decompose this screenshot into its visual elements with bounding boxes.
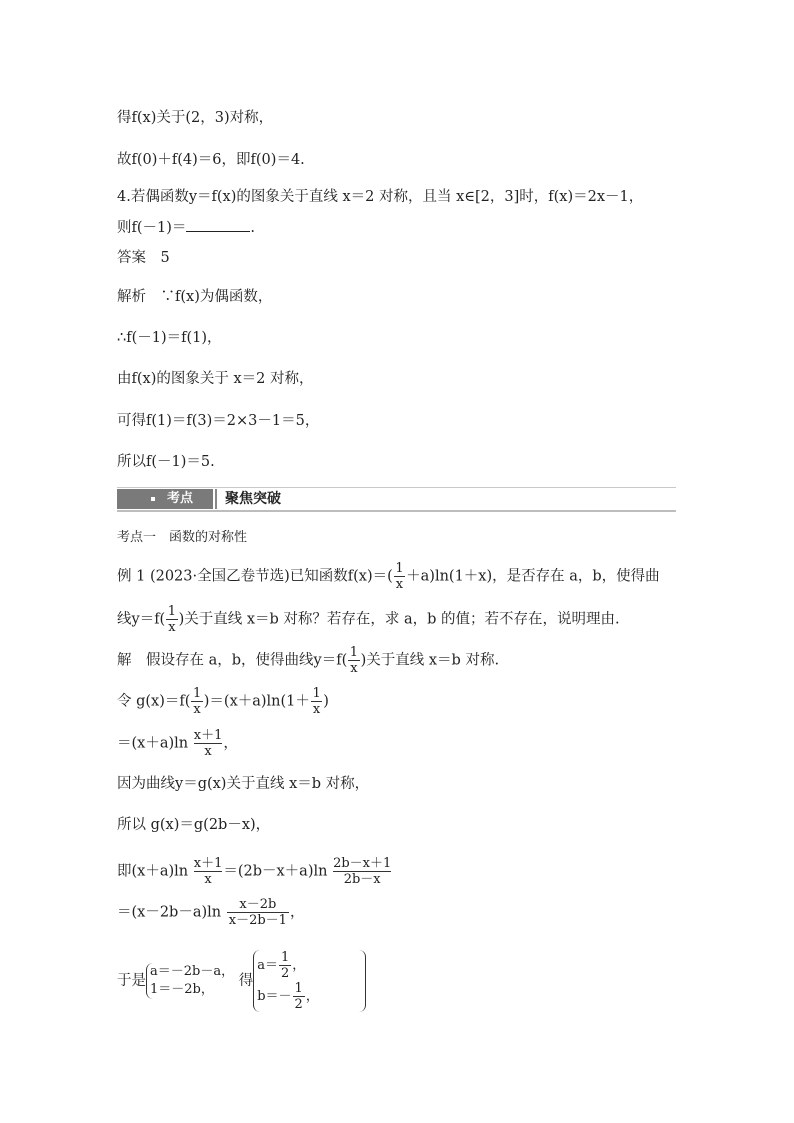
numerator: x＋1 xyxy=(193,856,223,871)
solution-text: )＝(x＋a)ln(1＋ xyxy=(203,693,310,710)
closing-bracket xyxy=(359,950,366,1012)
denominator: x xyxy=(193,702,201,717)
system-row: 1＝－2b， xyxy=(150,982,214,997)
solution-text: 令 g(x)＝f( xyxy=(117,693,191,710)
text-line: 得f(x)关于(2，3)对称， xyxy=(117,110,274,126)
numerator: x－2b xyxy=(239,897,277,912)
fraction xyxy=(394,561,405,592)
analysis-line: 解析 ∵f(x)为偶函数， xyxy=(117,289,273,305)
example-line-1 xyxy=(117,561,660,592)
fraction xyxy=(279,950,291,981)
banner-tag xyxy=(117,489,213,509)
solution-text: 得 xyxy=(238,973,254,989)
answer-line: 答案 5 xyxy=(117,250,170,266)
denominator: x xyxy=(168,620,176,635)
fraction xyxy=(227,897,289,928)
text-line: 故f(0)＋f(4)＝6，即f(0)＝4. xyxy=(117,152,305,168)
fraction xyxy=(194,728,223,759)
system-row xyxy=(257,981,319,1012)
denominator: x－2b－1 xyxy=(228,913,287,928)
denominator: x xyxy=(194,743,223,759)
system-row xyxy=(257,950,319,981)
system-text: ， xyxy=(292,958,306,973)
section-heading: 考点一 函数的对称性 xyxy=(117,530,248,545)
fraction xyxy=(293,981,305,1012)
numerator: 1 xyxy=(312,686,321,701)
numerator: x＋1 xyxy=(193,728,223,743)
problem-4-question xyxy=(117,217,255,238)
equation-system-2 xyxy=(253,950,319,1012)
solution-text: 即(x＋a)ln xyxy=(117,863,189,880)
solution-line-1 xyxy=(117,645,499,676)
numerator: 1 xyxy=(167,604,177,619)
denominator: 2 xyxy=(294,997,303,1012)
fraction xyxy=(194,856,223,887)
solution-text: ＝(x－2b－a)ln xyxy=(117,904,222,921)
denominator: x xyxy=(350,661,358,676)
denominator: 2 xyxy=(280,966,290,981)
system-text: b＝－ xyxy=(257,989,292,1004)
banner-bottom-rule xyxy=(117,510,676,512)
numerator: 1 xyxy=(192,686,202,701)
solution-line-5: 所以 g(x)＝g(2b－x)， xyxy=(117,817,271,833)
numerator: 1 xyxy=(395,561,404,576)
example-text: )关于直线 x＝b 对称？若存在，求 a，b 的值；若不存在，说明理由. xyxy=(178,611,620,628)
solution-text: ， xyxy=(223,735,238,752)
problem-4-line: 4.若偶函数y＝f(x)的图象关于直线 x＝2 对称，且当 x∈[2，3]时，f(x)＝2x－1， xyxy=(117,189,644,205)
denominator: x xyxy=(395,577,404,592)
system-text: a＝ xyxy=(257,958,278,973)
denominator: 2b－x xyxy=(333,871,391,887)
numerator: 1 xyxy=(280,950,290,965)
text-line: 由f(x)的图象关于 x＝2 对称， xyxy=(117,371,314,387)
question-period: . xyxy=(250,220,256,236)
solution-text: ) xyxy=(323,693,329,710)
solution-line-2 xyxy=(117,686,329,717)
solution-text: 于是 xyxy=(117,973,146,989)
text-line: 可得f(1)＝f(3)＝2×3－1＝5， xyxy=(117,413,320,429)
solution-text: )关于直线 x＝b 对称. xyxy=(360,652,500,669)
section-banner xyxy=(117,487,676,513)
solution-line-3 xyxy=(117,728,238,759)
answer-blank xyxy=(186,217,250,232)
numerator: 1 xyxy=(349,645,359,660)
text-line: 所以f(－1)＝5. xyxy=(117,454,215,470)
solution-line-7 xyxy=(117,897,304,928)
fraction xyxy=(166,604,177,635)
fraction xyxy=(191,686,202,717)
solution-line-6 xyxy=(117,856,392,887)
banner-title: 聚焦突破 xyxy=(225,491,281,507)
text-line: ∴f(－1)＝f(1)， xyxy=(117,330,222,346)
example-line-2 xyxy=(117,604,620,635)
solution-text: ＝(x＋a)ln xyxy=(117,735,189,752)
fraction xyxy=(348,645,359,676)
system-row: a＝－2b－a， xyxy=(150,964,235,979)
denominator: x xyxy=(312,702,321,717)
fraction xyxy=(311,686,322,717)
solution-line-4: 因为曲线y＝g(x)关于直线 x＝b 对称， xyxy=(117,776,370,792)
system-text: ， xyxy=(305,989,319,1004)
example-text: ＋a)ln(1＋x)，是否存在 a，b，使得曲 xyxy=(406,568,660,585)
numerator: 1 xyxy=(294,981,303,996)
example-text: 线y＝f( xyxy=(117,611,166,628)
example-text: 例 1 (2023·全国乙卷节选)已知函数f(x)＝( xyxy=(117,568,393,585)
numerator: 2b－x＋1 xyxy=(333,856,392,871)
equation-system-1 xyxy=(146,963,234,999)
banner-tag-label: 考点 xyxy=(167,491,194,506)
solution-line-8 xyxy=(117,950,366,1012)
solution-text: ， xyxy=(289,904,305,921)
square-bullet-icon xyxy=(151,497,155,501)
banner-top-rule xyxy=(117,487,676,488)
solution-text: ＝(2b－x＋a)ln xyxy=(223,863,328,880)
solution-text: 解 假设存在 a，b，使得曲线y＝f( xyxy=(117,652,348,669)
question-text: 则f(－1)＝ xyxy=(117,220,187,236)
fraction xyxy=(333,856,391,887)
banner-divider xyxy=(215,489,217,509)
denominator: x xyxy=(194,871,223,887)
